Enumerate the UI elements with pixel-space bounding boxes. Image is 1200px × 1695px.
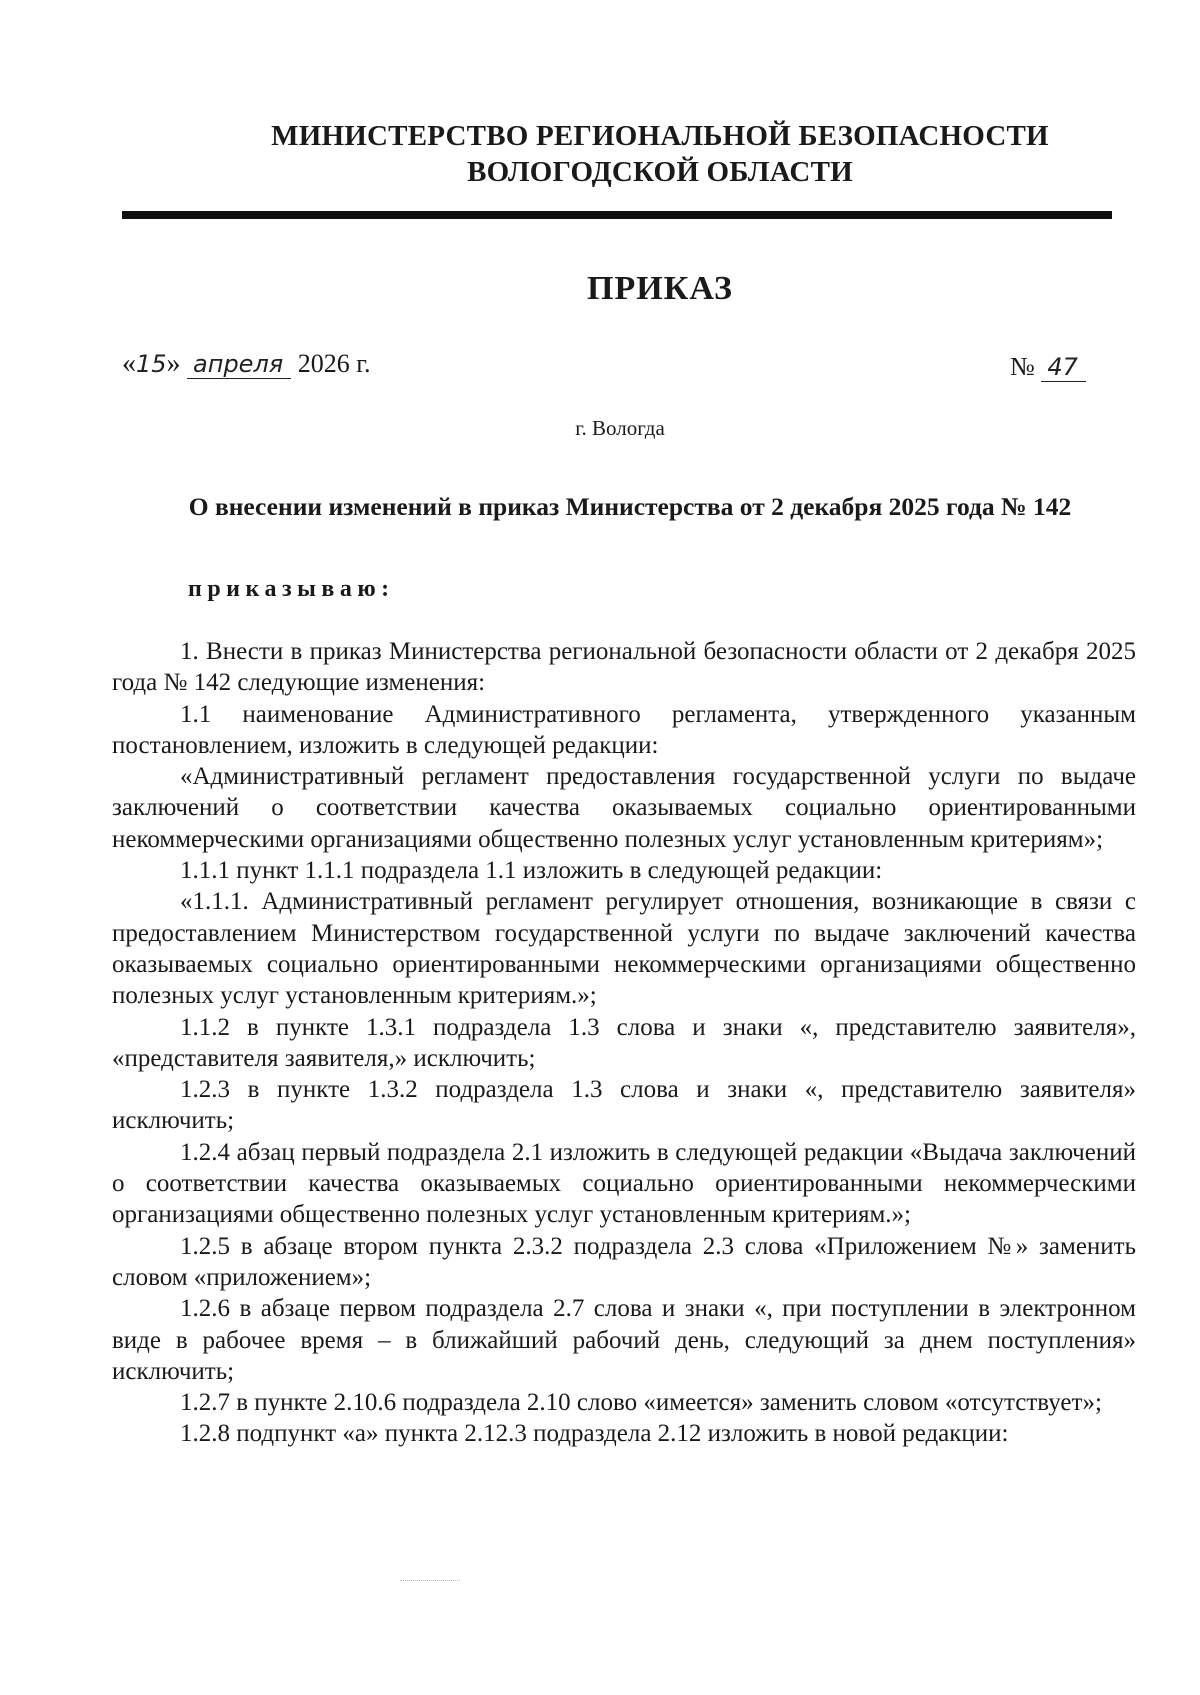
order-subject: О внесении изменений в приказ Министерства от 2 декабря 2025 года № 142	[188, 492, 1072, 521]
paragraph-1-2-7: 1.2.7 в пункте 2.10.6 подраздела 2.10 слово «имеется» заменить словом «отсутствует»;	[180, 1389, 1102, 1417]
document-type-title: ПРИКАЗ	[587, 270, 733, 307]
ministry-name-line2: ВОЛОГОДСКОЙ ОБЛАСТИ	[467, 156, 853, 188]
number-sign: №	[1010, 352, 1035, 381]
paragraph-1-1: 1.1 наименование Административного регламента, утвержденного указанным постановлением, изложить в следующей редакции:	[112, 700, 1136, 759]
date-year: 2026 г.	[297, 349, 371, 378]
paragraph-1-1-2: 1.1.2 в пункте 1.3.1 подраздела 1.3 слова и знаки «, представителю заявителя», «представителя заявителя,» исключить;	[112, 1013, 1136, 1072]
paragraph-1-2-4: 1.2.4 абзац первый подраздела 2.1 изложить в следующей редакции «Выдача заключений о соответствии качества оказываемых социально ориентированными некоммерческими организациями общественно полезных услуг установленным критериям.»;	[112, 1138, 1136, 1229]
number-value-handwritten: 47	[1041, 353, 1086, 382]
paragraph-1-1-1-quote: «1.1.1. Административный регламент регулирует отношения, возникающие в связи с предоставлением Министерством государственной услуги по выдаче заключений качества оказываемых социально ориентированными некоммерческими организациями общественно полезных услуг установленным критериям.»;	[112, 888, 1136, 1010]
scan-artifact-divider	[400, 1580, 460, 1582]
order-number	[1010, 352, 1086, 382]
paragraph-1: 1. Внести в приказ Министерства региональной безопасности области от 2 декабря 2025 года № 142 следующие изменения:	[112, 638, 1136, 697]
order-date	[122, 348, 370, 380]
paragraph-1-1-1: 1.1.1 пункт 1.1.1 подраздела 1.1 изложить в следующей редакции:	[180, 857, 883, 885]
order-body	[112, 636, 1136, 1450]
city-of-issue: г. Вологда	[575, 416, 665, 440]
date-close-quote: »	[166, 348, 181, 379]
paragraph-1-2-5: 1.2.5 в абзаце втором пункта 2.3.2 подраздела 2.3 слова «Приложением №» заменить словом «приложением»;	[112, 1232, 1136, 1291]
date-day-handwritten: 15	[136, 350, 167, 378]
header-divider	[122, 211, 1112, 219]
paragraph-1-1-quote: «Административный регламент предоставления государственной услуги по выдаче заключений о соответствии качества оказываемых социально ориентированными некоммерческими организациями общественно полезных услуг установленным критериям»;	[112, 763, 1136, 853]
date-open-quote: «	[122, 348, 136, 379]
ministry-name-line1: МИНИСТЕРСТВО РЕГИОНАЛЬНОЙ БЕЗОПАСНОСТИ	[271, 120, 1049, 152]
order-directive-word: приказываю:	[188, 576, 395, 602]
date-month-handwritten: апреля	[187, 350, 291, 379]
ministry-header	[0, 118, 1200, 190]
paragraph-1-2-8: 1.2.8 подпункт «а» пункта 2.12.3 подраздела 2.12 изложить в новой редакции:	[180, 1420, 1009, 1448]
paragraph-1-2-3: 1.2.3 в пункте 1.3.2 подраздела 1.3 слова и знаки «, представителю заявителя» исключить;	[112, 1076, 1136, 1135]
paragraph-1-2-6: 1.2.6 в абзаце первом подраздела 2.7 слова и знаки «, при поступлении в электронном виде в рабочее время – в ближайший рабочий день, следующий за днем поступления» исключить;	[112, 1295, 1136, 1385]
